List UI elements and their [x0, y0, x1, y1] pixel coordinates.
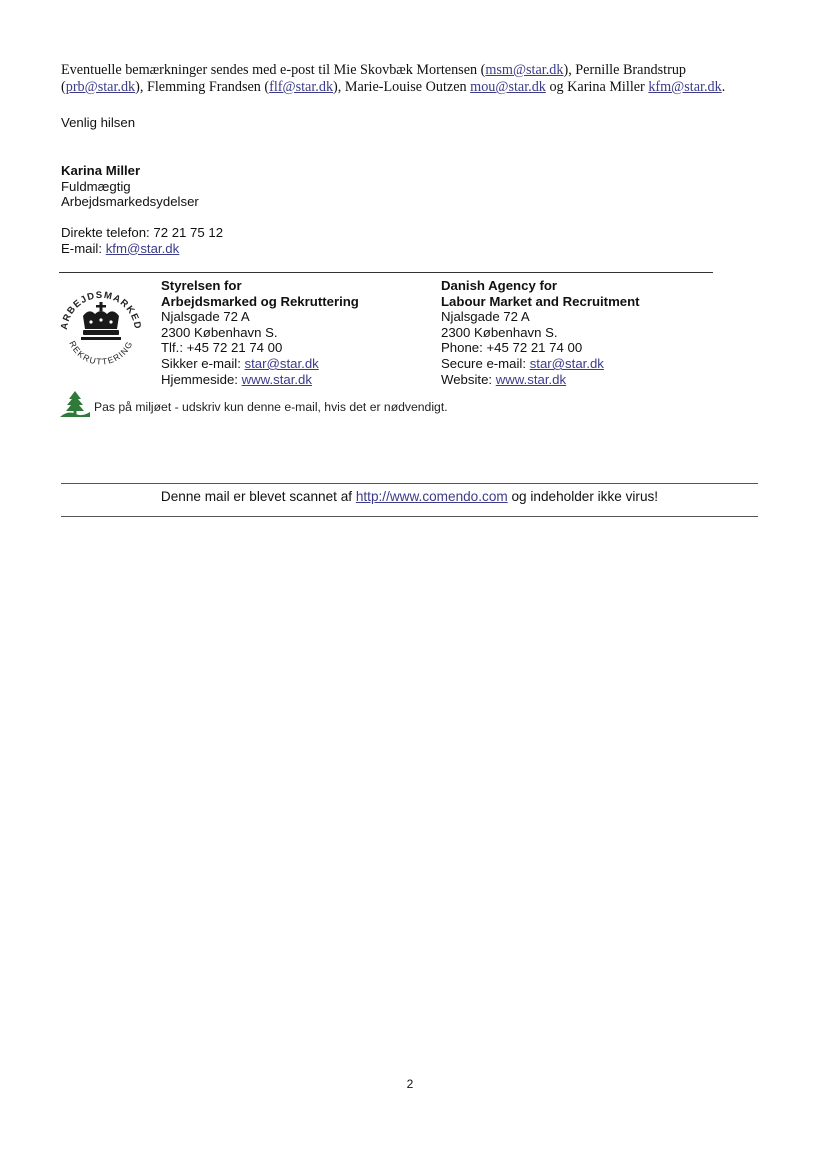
remarks-text: ), Marie-Louise Outzen — [333, 79, 471, 95]
remarks-text: og Karina Miller — [545, 79, 649, 95]
scan-notice — [61, 489, 758, 505]
tree-icon — [60, 390, 90, 418]
crown-logo-icon — [55, 282, 147, 374]
signature-email-link[interactable]: kfm@star.dk — [105, 240, 180, 256]
comendo-link[interactable]: http://www.comendo.com — [355, 489, 508, 504]
remarks-text: . — [721, 79, 726, 95]
signature-email-row — [61, 241, 223, 257]
greeting: Venlig hilsen — [61, 115, 136, 130]
secure-email-label: Secure e-mail: — [441, 355, 530, 371]
email-link-prb[interactable]: prb@star.dk — [65, 79, 136, 95]
remarks-text: ), Flemming Frandsen ( — [135, 79, 270, 95]
scan-notice-text: Denne mail er blevet scannet af — [160, 489, 356, 504]
email-link-msm[interactable]: msm@star.dk — [485, 62, 564, 78]
signature-name: Karina Miller — [61, 163, 141, 178]
agency-logo — [55, 282, 147, 374]
signature-contact — [61, 225, 223, 256]
remarks-text: ( — [61, 79, 66, 95]
secure-email-link[interactable]: star@star.dk — [244, 355, 319, 371]
agency-name-line-1: Danish Agency for — [441, 278, 558, 293]
svg-text:REKRUTTERING — [67, 339, 134, 367]
website-label: Hjemmeside: — [161, 371, 242, 387]
agency-english — [441, 278, 640, 387]
divider — [59, 272, 713, 273]
email-link-mou[interactable]: mou@star.dk — [470, 79, 546, 95]
agency-secure-email-row — [161, 356, 359, 372]
agency-name-line-1: Styrelsen for — [161, 278, 242, 293]
remarks-line-1 — [61, 63, 686, 79]
remarks-line-2 — [61, 80, 725, 96]
website-link[interactable]: www.star.dk — [241, 371, 312, 387]
agency-website-row — [441, 372, 640, 388]
website-link[interactable]: www.star.dk — [495, 371, 567, 387]
scan-notice-text: og indeholder ikke virus! — [507, 489, 659, 504]
agency-phone: Phone: +45 72 21 74 00 — [441, 340, 583, 356]
agency-name-line-2: Labour Market and Recruitment — [441, 293, 640, 309]
website-label: Website: — [441, 371, 496, 387]
email-link-kfm[interactable]: kfm@star.dk — [648, 79, 722, 95]
remarks-text: Eventuelle bemærkninger sendes med e-post til Mie Skovbæk Mortensen ( — [61, 62, 486, 78]
signature-department: Arbejdsmarkedsydelser — [61, 194, 199, 210]
logo-bottom-text: REKRUTTERING — [67, 339, 135, 367]
agency-secure-email-row — [441, 356, 640, 372]
agency-address-1: Njalsgade 72 A — [161, 309, 250, 325]
agency-address-1: Njalsgade 72 A — [441, 309, 530, 325]
email-label: E-mail: — [61, 240, 106, 256]
secure-email-label: Sikker e-mail: — [161, 355, 245, 371]
logo-top-text: ARBEJDSMARKED — [58, 289, 144, 331]
secure-email-link[interactable]: star@star.dk — [529, 355, 604, 371]
signature-phone: Direkte telefon: 72 21 75 12 — [61, 225, 224, 240]
agency-danish — [161, 278, 359, 387]
agency-address-2: 2300 København S. — [441, 324, 558, 340]
email-link-flf[interactable]: flf@star.dk — [269, 79, 334, 95]
agency-website-row — [161, 372, 359, 388]
agency-address-2: 2300 København S. — [161, 324, 278, 340]
divider — [61, 483, 758, 484]
signature-title: Fuldmægtig — [61, 178, 131, 194]
agency-phone: Tlf.: +45 72 21 74 00 — [161, 340, 283, 356]
eco-note: Pas på miljøet - udskriv kun denne e-mail, hvis det er nødvendigt. — [94, 400, 448, 414]
signature-block — [61, 163, 199, 210]
divider — [61, 516, 758, 517]
agency-name-line-2: Arbejdsmarked og Rekruttering — [161, 293, 359, 309]
remarks-text: ), Pernille Brandstrup — [563, 62, 687, 78]
page-number: 2 — [406, 1077, 414, 1091]
